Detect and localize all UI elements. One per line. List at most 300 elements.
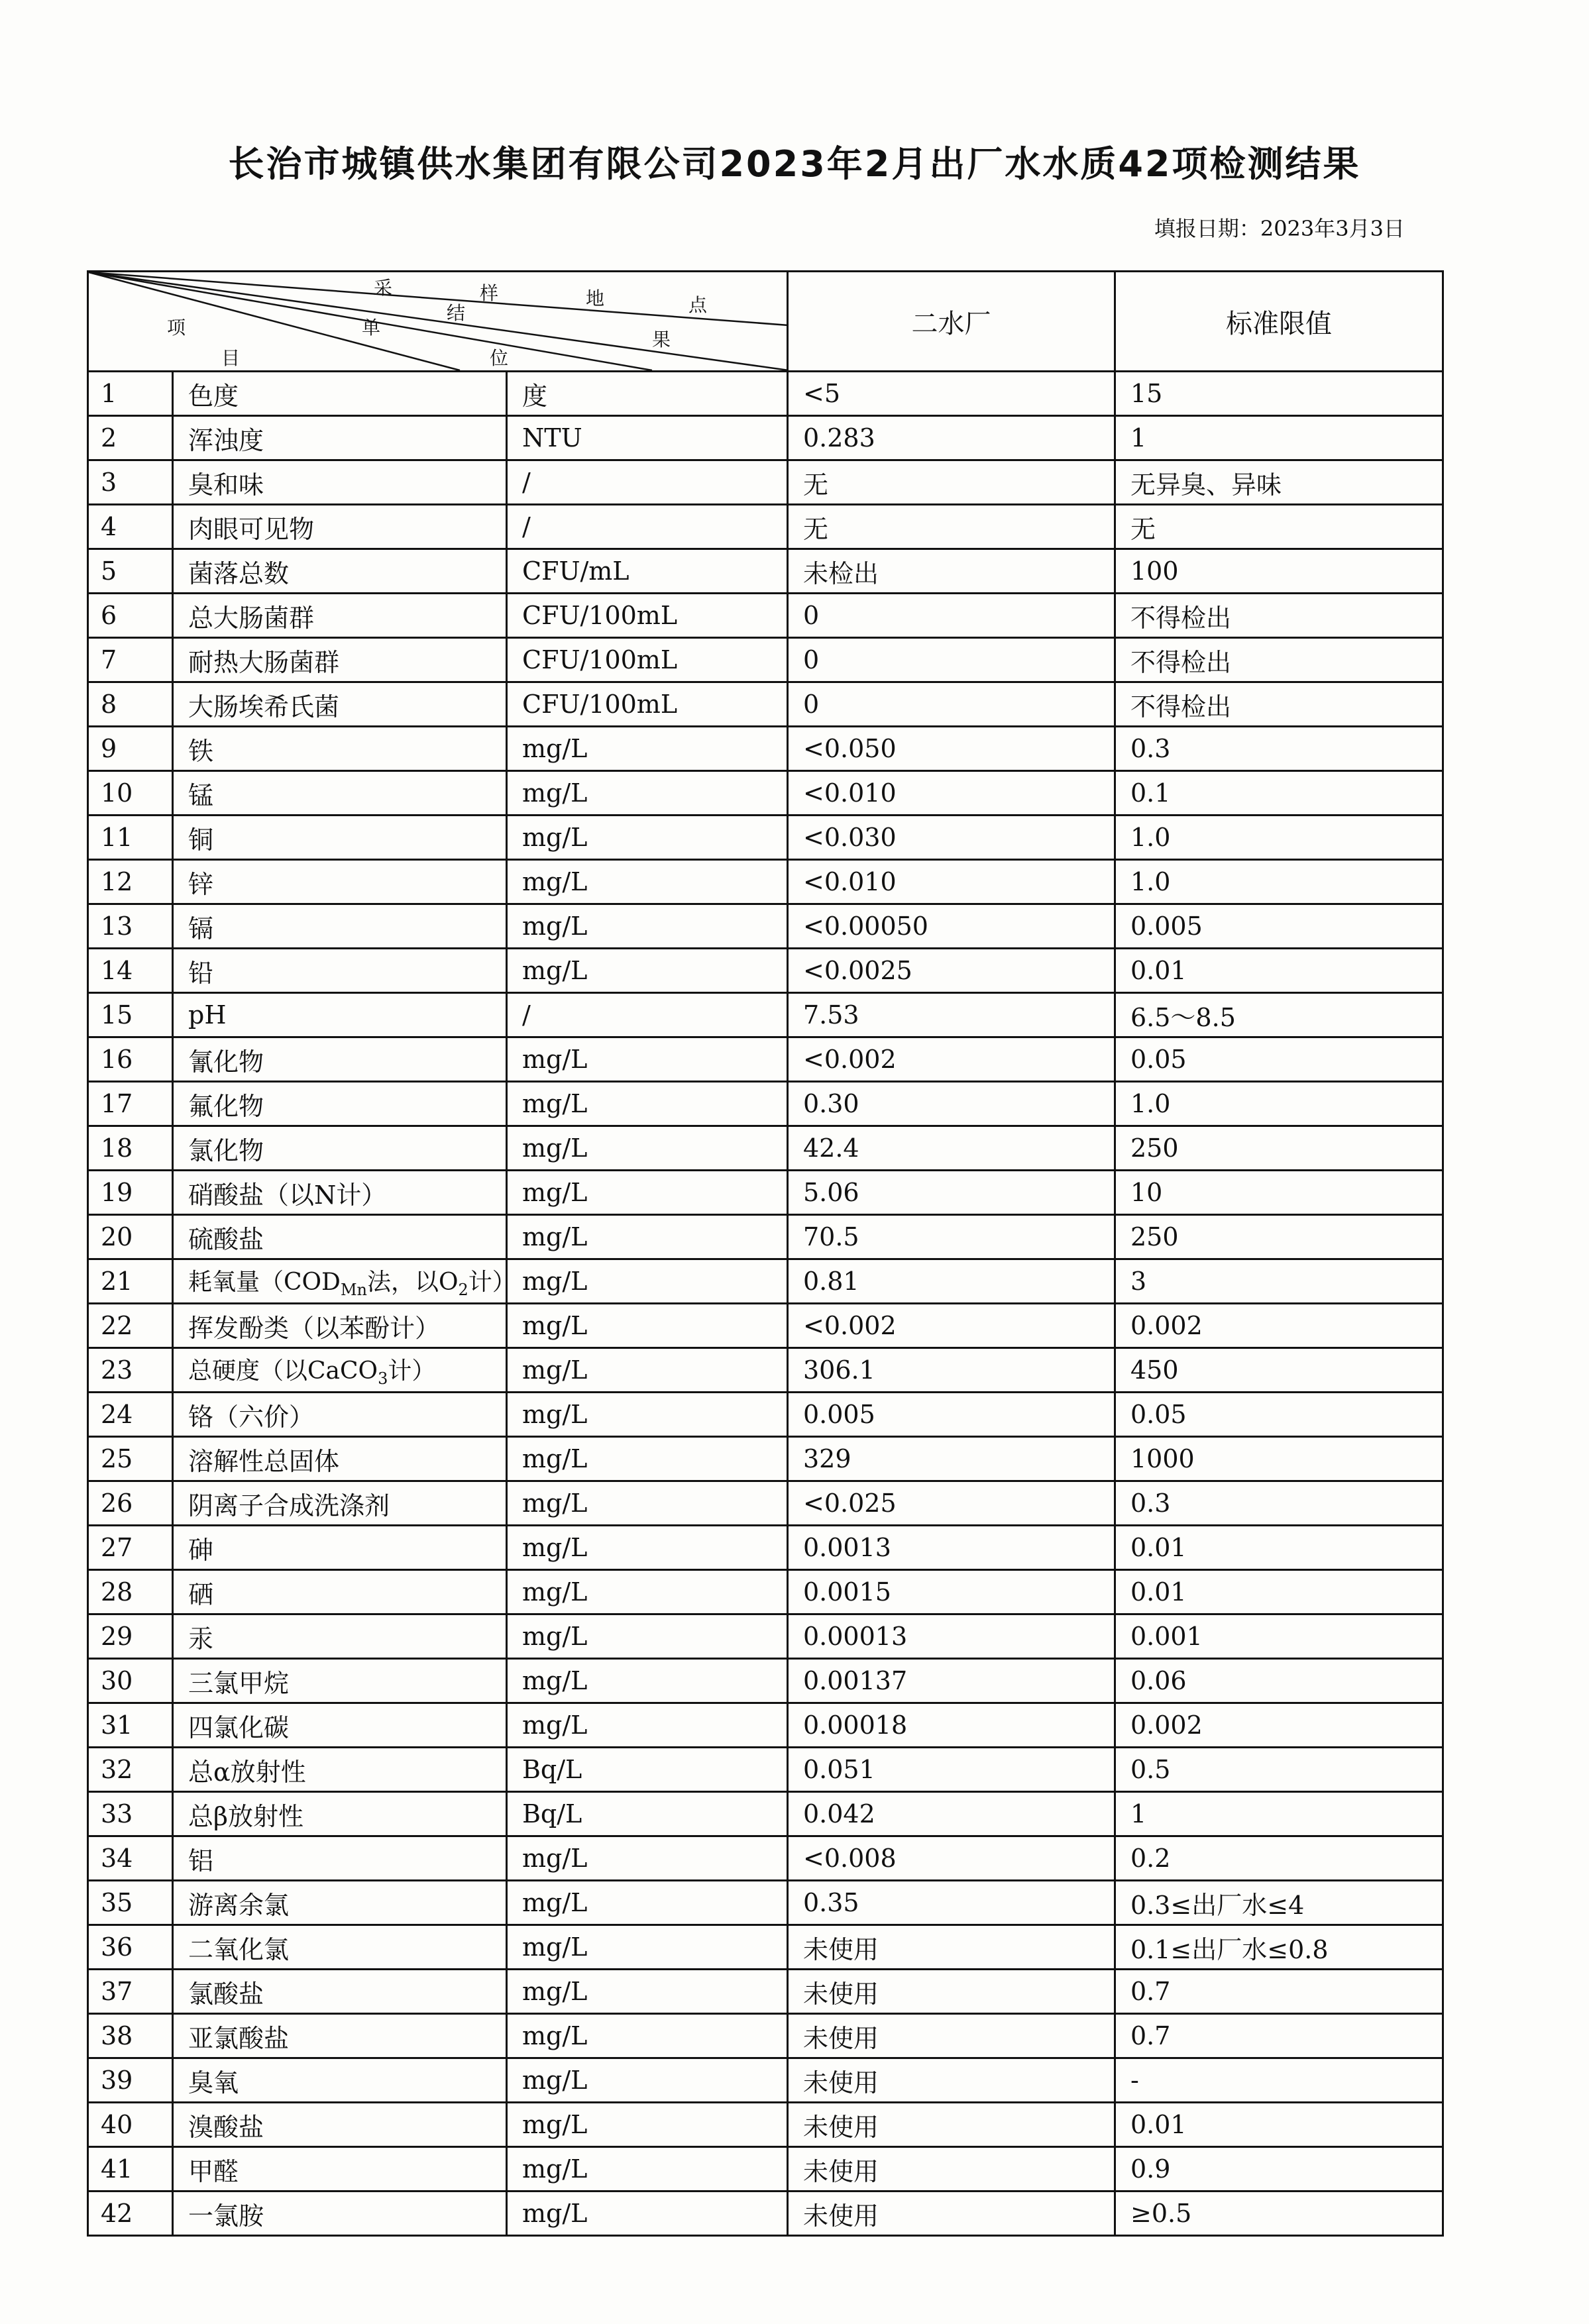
measured-value: 0.0015 <box>788 1570 1115 1614</box>
table-header-row <box>88 272 1443 372</box>
item-name <box>173 1970 507 2014</box>
table-row <box>88 2058 1443 2103</box>
measured-value: <0.002 <box>788 1304 1115 1348</box>
column-header-limit: 标准限值 <box>1115 272 1443 372</box>
row-number: 2 <box>88 416 173 460</box>
table-row <box>88 860 1443 904</box>
standard-limit: 0.005 <box>1115 904 1443 949</box>
table-row <box>88 1836 1443 1881</box>
table-row <box>88 1348 1443 1393</box>
item-text: 溶解性总固体 <box>188 1446 340 1476</box>
row-number: 34 <box>88 1836 173 1881</box>
table-row <box>88 1881 1443 1925</box>
row-number: 30 <box>88 1659 173 1703</box>
standard-limit: 0.05 <box>1115 1037 1443 1082</box>
measured-value: 0.35 <box>788 1881 1115 1925</box>
unit: mg/L <box>507 1259 788 1304</box>
standard-limit: 0.2 <box>1115 1836 1443 1881</box>
item-name <box>173 1126 507 1171</box>
row-number: 38 <box>88 2014 173 2058</box>
item-text: 锌 <box>188 869 214 899</box>
item-text: 菌落总数 <box>188 558 290 588</box>
table-row <box>88 2014 1443 2058</box>
row-number: 32 <box>88 1748 173 1792</box>
item-subscript: 3 <box>378 1369 388 1389</box>
item-text: 耗氧量（COD <box>188 1268 341 1296</box>
standard-limit: 0.002 <box>1115 1304 1443 1348</box>
unit: Bq/L <box>507 1748 788 1792</box>
table-row <box>88 1037 1443 1082</box>
item-name <box>173 727 507 771</box>
item-name <box>173 860 507 904</box>
item-text: 铬（六价） <box>188 1402 315 1432</box>
unit: CFU/mL <box>507 549 788 594</box>
item-name <box>173 372 507 416</box>
row-number: 6 <box>88 594 173 638</box>
table-row <box>88 1748 1443 1792</box>
item-text: 三氯甲烷 <box>188 1668 290 1698</box>
item-text: 总β放射性 <box>188 1801 303 1831</box>
row-number: 14 <box>88 949 173 993</box>
row-number: 4 <box>88 505 173 549</box>
row-number: 25 <box>88 1437 173 1481</box>
measured-value: <0.00050 <box>788 904 1115 949</box>
unit: mg/L <box>507 1970 788 2014</box>
row-number: 5 <box>88 549 173 594</box>
standard-limit: 1.0 <box>1115 1082 1443 1126</box>
item-name <box>173 1748 507 1792</box>
item-text: 总硬度（以CaCO <box>188 1357 378 1385</box>
item-name <box>173 2014 507 2058</box>
unit: mg/L <box>507 1481 788 1526</box>
diag-char: 果 <box>652 329 671 350</box>
item-text: 铝 <box>188 1846 214 1875</box>
page-title: 长治市城镇供水集团有限公司2023年2月出厂水水质42项检测结果 <box>228 143 1361 185</box>
item-text: 浑浊度 <box>188 425 264 455</box>
standard-limit: 10 <box>1115 1171 1443 1215</box>
measured-value: 0.005 <box>788 1393 1115 1437</box>
item-text-end: 计） <box>468 1268 516 1296</box>
diag-char: 采 <box>374 277 393 299</box>
row-number: 35 <box>88 1881 173 1925</box>
unit: mg/L <box>507 1437 788 1481</box>
standard-limit: 1000 <box>1115 1437 1443 1481</box>
item-name <box>173 594 507 638</box>
item-name <box>173 1393 507 1437</box>
standard-limit: 0.001 <box>1115 1614 1443 1659</box>
table-row <box>88 1703 1443 1748</box>
row-number: 19 <box>88 1171 173 1215</box>
item-name <box>173 1437 507 1481</box>
unit: Bq/L <box>507 1792 788 1836</box>
standard-limit: - <box>1115 2058 1443 2103</box>
item-name <box>173 2147 507 2192</box>
measured-value: 未使用 <box>788 2192 1115 2236</box>
item-name <box>173 904 507 949</box>
standard-limit: 0.01 <box>1115 2103 1443 2147</box>
measured-value: 306.1 <box>788 1348 1115 1393</box>
report-date: 填报日期：2023年3月3日 <box>1154 216 1405 241</box>
table-row <box>88 1259 1443 1304</box>
standard-limit: 0.06 <box>1115 1659 1443 1703</box>
standard-limit: 0.3 <box>1115 727 1443 771</box>
table-row <box>88 771 1443 816</box>
standard-limit: 0.3 <box>1115 1481 1443 1526</box>
table-row <box>88 1393 1443 1437</box>
standard-limit: 0.01 <box>1115 1526 1443 1570</box>
unit: mg/L <box>507 949 788 993</box>
item-text: 硝酸盐（以N计） <box>188 1180 387 1210</box>
item-name <box>173 993 507 1037</box>
row-number: 31 <box>88 1703 173 1748</box>
item-text: 臭和味 <box>188 470 264 500</box>
unit: CFU/100mL <box>507 594 788 638</box>
standard-limit: 不得检出 <box>1115 594 1443 638</box>
unit: mg/L <box>507 1215 788 1259</box>
item-name <box>173 949 507 993</box>
standard-limit: 0.7 <box>1115 1970 1443 2014</box>
standard-limit: 250 <box>1115 1126 1443 1171</box>
item-subscript: Mn <box>340 1281 367 1300</box>
standard-limit: 0.5 <box>1115 1748 1443 1792</box>
measured-value: 0 <box>788 638 1115 682</box>
item-text: 大肠埃希氏菌 <box>188 692 340 721</box>
item-name <box>173 1215 507 1259</box>
item-text: 氯化物 <box>188 1136 264 1165</box>
item-name <box>173 1171 507 1215</box>
measured-value: 0.00013 <box>788 1614 1115 1659</box>
table-row <box>88 1304 1443 1348</box>
unit: mg/L <box>507 1304 788 1348</box>
column-header-plant: 二水厂 <box>788 272 1115 372</box>
diag-char: 位 <box>490 347 509 369</box>
measured-value: 0.0013 <box>788 1526 1115 1570</box>
item-text-mid: 法，以O <box>366 1268 459 1296</box>
item-text: 氟化物 <box>188 1091 264 1121</box>
unit: mg/L <box>507 2014 788 2058</box>
item-name <box>173 1082 507 1126</box>
unit: mg/L <box>507 727 788 771</box>
diag-char: 目 <box>221 347 241 369</box>
row-number: 33 <box>88 1792 173 1836</box>
unit: mg/L <box>507 2192 788 2236</box>
table-row <box>88 1925 1443 1970</box>
unit: mg/L <box>507 1881 788 1925</box>
table-row <box>88 1570 1443 1614</box>
measured-value: 未使用 <box>788 2058 1115 2103</box>
row-number: 20 <box>88 1215 173 1259</box>
standard-limit: 450 <box>1115 1348 1443 1393</box>
standard-limit: 0.3≤出厂水≤4 <box>1115 1881 1443 1925</box>
unit: mg/L <box>507 1570 788 1614</box>
row-number: 16 <box>88 1037 173 1082</box>
measured-value: 5.06 <box>788 1171 1115 1215</box>
table-row <box>88 1481 1443 1526</box>
item-name <box>173 2058 507 2103</box>
table-row <box>88 727 1443 771</box>
table-row <box>88 1437 1443 1481</box>
row-number: 10 <box>88 771 173 816</box>
item-name <box>173 1836 507 1881</box>
item-text: 铜 <box>188 825 214 855</box>
unit: mg/L <box>507 860 788 904</box>
item-name <box>173 1526 507 1570</box>
standard-limit: 无异臭、异味 <box>1115 460 1443 505</box>
table-row <box>88 904 1443 949</box>
diag-char: 点 <box>688 294 708 316</box>
unit: / <box>507 505 788 549</box>
item-text: 总α放射性 <box>188 1757 306 1787</box>
unit: mg/L <box>507 1836 788 1881</box>
item-text: 耐热大肠菌群 <box>188 647 340 677</box>
standard-limit: 0.002 <box>1115 1703 1443 1748</box>
row-number: 28 <box>88 1570 173 1614</box>
item-name <box>173 1037 507 1082</box>
standard-limit: 100 <box>1115 549 1443 594</box>
standard-limit: 0.01 <box>1115 949 1443 993</box>
item-name <box>173 771 507 816</box>
item-name <box>173 549 507 594</box>
item-text: 砷 <box>188 1535 214 1565</box>
row-number: 17 <box>88 1082 173 1126</box>
unit: mg/L <box>507 2103 788 2147</box>
table-row <box>88 460 1443 505</box>
table-row <box>88 1126 1443 1171</box>
measured-value: 未使用 <box>788 2103 1115 2147</box>
measured-value: 未使用 <box>788 2014 1115 2058</box>
item-text: 挥发酚类（以苯酚计） <box>188 1313 441 1343</box>
item-text: 镉 <box>188 914 214 943</box>
row-number: 12 <box>88 860 173 904</box>
row-number: 11 <box>88 816 173 860</box>
unit: mg/L <box>507 2147 788 2192</box>
item-name <box>173 1614 507 1659</box>
row-number: 27 <box>88 1526 173 1570</box>
item-text: 亚氯酸盐 <box>188 2023 290 2053</box>
table-row <box>88 816 1443 860</box>
measured-value: 0.81 <box>788 1259 1115 1304</box>
table-row <box>88 505 1443 549</box>
row-number: 22 <box>88 1304 173 1348</box>
table-row <box>88 682 1443 727</box>
table-row <box>88 1171 1443 1215</box>
table-row <box>88 372 1443 416</box>
unit: mg/L <box>507 816 788 860</box>
measured-value: 0.00018 <box>788 1703 1115 1748</box>
unit: mg/L <box>507 1393 788 1437</box>
table-row <box>88 2103 1443 2147</box>
measured-value: <0.010 <box>788 771 1115 816</box>
unit: / <box>507 460 788 505</box>
item-name <box>173 1304 507 1348</box>
table-row <box>88 1215 1443 1259</box>
unit: mg/L <box>507 1614 788 1659</box>
standard-limit: ≥0.5 <box>1115 2192 1443 2236</box>
measured-value: <0.025 <box>788 1481 1115 1526</box>
row-number: 8 <box>88 682 173 727</box>
unit: mg/L <box>507 2058 788 2103</box>
item-text: 铁 <box>188 736 214 766</box>
row-number: 24 <box>88 1393 173 1437</box>
unit: mg/L <box>507 1348 788 1393</box>
table-row <box>88 993 1443 1037</box>
standard-limit: 250 <box>1115 1215 1443 1259</box>
row-number: 29 <box>88 1614 173 1659</box>
item-name <box>173 1925 507 1970</box>
unit: mg/L <box>507 1925 788 1970</box>
item-subscript: 2 <box>458 1281 468 1300</box>
item-text: 四氯化碳 <box>188 1713 290 1742</box>
standard-limit: 1 <box>1115 1792 1443 1836</box>
measured-value: 0.051 <box>788 1748 1115 1792</box>
measured-value: 无 <box>788 505 1115 549</box>
measured-value: 未使用 <box>788 2147 1115 2192</box>
unit: mg/L <box>507 771 788 816</box>
standard-limit: 15 <box>1115 372 1443 416</box>
table-row <box>88 2192 1443 2236</box>
table-row <box>88 1614 1443 1659</box>
table-row <box>88 1792 1443 1836</box>
item-text: pH <box>188 1000 227 1030</box>
row-number: 42 <box>88 2192 173 2236</box>
diag-char: 项 <box>167 317 186 339</box>
measured-value: 42.4 <box>788 1126 1115 1171</box>
row-number: 1 <box>88 372 173 416</box>
unit: NTU <box>507 416 788 460</box>
item-text: 硒 <box>188 1579 214 1609</box>
row-number: 39 <box>88 2058 173 2103</box>
row-number: 13 <box>88 904 173 949</box>
diag-char: 单 <box>362 317 381 339</box>
item-text: 二氧化氯 <box>188 1934 290 1964</box>
row-number: 23 <box>88 1348 173 1393</box>
table-row <box>88 2147 1443 2192</box>
diag-char: 地 <box>586 288 605 309</box>
results-table <box>87 270 1444 2237</box>
table-row <box>88 1970 1443 2014</box>
measured-value: 0.30 <box>788 1082 1115 1126</box>
diag-char: 结 <box>447 302 466 324</box>
table-row <box>88 1082 1443 1126</box>
unit: mg/L <box>507 904 788 949</box>
measured-value: 0.042 <box>788 1792 1115 1836</box>
item-text: 色度 <box>188 381 239 411</box>
item-name <box>173 505 507 549</box>
standard-limit: 0.1≤出厂水≤0.8 <box>1115 1925 1443 1970</box>
row-number: 21 <box>88 1259 173 1304</box>
unit: mg/L <box>507 1659 788 1703</box>
diag-char: 样 <box>480 282 499 304</box>
item-name <box>173 2192 507 2236</box>
standard-limit: 3 <box>1115 1259 1443 1304</box>
item-name <box>173 1792 507 1836</box>
row-number: 7 <box>88 638 173 682</box>
standard-limit: 0.7 <box>1115 2014 1443 2058</box>
measured-value: 未检出 <box>788 549 1115 594</box>
standard-limit: 1 <box>1115 416 1443 460</box>
item-name <box>173 1659 507 1703</box>
measured-value: 0 <box>788 682 1115 727</box>
item-name <box>173 816 507 860</box>
measured-value: 329 <box>788 1437 1115 1481</box>
table-row <box>88 1526 1443 1570</box>
item-text: 溴酸盐 <box>188 2112 264 2142</box>
item-text: 氰化物 <box>188 1047 264 1077</box>
unit: mg/L <box>507 1037 788 1082</box>
item-name <box>173 1703 507 1748</box>
item-text: 一氯胺 <box>188 2201 264 2231</box>
diagonal-lines <box>89 272 789 370</box>
row-number: 37 <box>88 1970 173 2014</box>
unit: mg/L <box>507 1082 788 1126</box>
table-row <box>88 638 1443 682</box>
item-name <box>173 1348 507 1393</box>
item-name <box>173 1570 507 1614</box>
item-name <box>173 460 507 505</box>
standard-limit: 不得检出 <box>1115 682 1443 727</box>
unit: CFU/100mL <box>507 682 788 727</box>
item-name <box>173 2103 507 2147</box>
item-name <box>173 682 507 727</box>
measured-value: 0 <box>788 594 1115 638</box>
row-number: 9 <box>88 727 173 771</box>
standard-limit: 0.1 <box>1115 771 1443 816</box>
measured-value: <0.050 <box>788 727 1115 771</box>
item-text: 臭氧 <box>188 2068 239 2097</box>
unit: / <box>507 993 788 1037</box>
standard-limit: 1.0 <box>1115 860 1443 904</box>
item-text: 铅 <box>188 958 214 988</box>
measured-value: 70.5 <box>788 1215 1115 1259</box>
table-row <box>88 594 1443 638</box>
measured-value: <0.002 <box>788 1037 1115 1082</box>
unit: CFU/100mL <box>507 638 788 682</box>
measured-value: <0.010 <box>788 860 1115 904</box>
measured-value: <5 <box>788 372 1115 416</box>
row-number: 41 <box>88 2147 173 2192</box>
row-number: 15 <box>88 993 173 1037</box>
row-number: 36 <box>88 1925 173 1970</box>
item-text: 汞 <box>188 1624 214 1654</box>
item-text: 阴离子合成洗涤剂 <box>188 1491 390 1520</box>
table-row <box>88 949 1443 993</box>
standard-limit: 无 <box>1115 505 1443 549</box>
table-row <box>88 1659 1443 1703</box>
measured-value: 0.283 <box>788 416 1115 460</box>
measured-value: 未使用 <box>788 1970 1115 2014</box>
row-number: 18 <box>88 1126 173 1171</box>
standard-limit: 0.01 <box>1115 1570 1443 1614</box>
item-text: 甲醛 <box>188 2156 239 2186</box>
measured-value: <0.008 <box>788 1836 1115 1881</box>
item-text: 游离余氯 <box>188 1890 290 1920</box>
standard-limit: 1.0 <box>1115 816 1443 860</box>
item-text: 总大肠菌群 <box>188 603 315 633</box>
item-text-end: 计） <box>388 1357 436 1385</box>
item-text: 硫酸盐 <box>188 1224 264 1254</box>
measured-value: 未使用 <box>788 1925 1115 1970</box>
standard-limit: 0.05 <box>1115 1393 1443 1437</box>
item-name <box>173 1259 516 1304</box>
measured-value: 无 <box>788 460 1115 505</box>
unit: mg/L <box>507 1703 788 1748</box>
table-row <box>88 549 1443 594</box>
item-name <box>173 1481 507 1526</box>
item-name <box>173 416 507 460</box>
row-number: 26 <box>88 1481 173 1526</box>
row-number: 40 <box>88 2103 173 2147</box>
table-row <box>88 416 1443 460</box>
